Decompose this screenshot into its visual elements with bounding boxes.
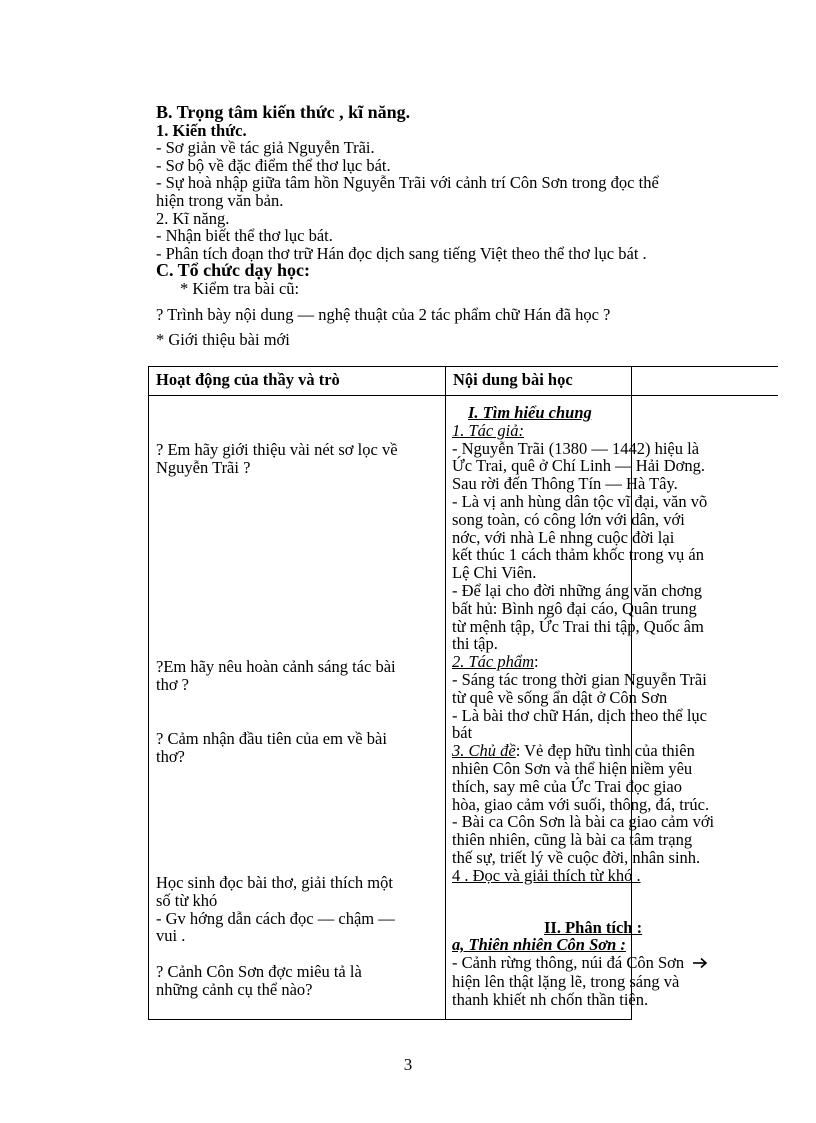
knowledge-item: - Sơ bộ về đặc điểm thể thơ lục bát. — [156, 155, 391, 175]
author-line: kết thúc 1 cách thảm khốc trong vụ án — [452, 545, 705, 565]
author-line: bất hủ: Bình ngô đại cáo, Quân trung — [452, 598, 697, 618]
author-line: Lệ Chi Viên. — [452, 563, 537, 583]
author-line: Sau rời đến Thông Tín — Hà Tây. — [452, 474, 678, 494]
author-line: - Để lại cho đời những áng văn chơng — [452, 580, 702, 600]
page-number: 3 — [403, 1055, 413, 1074]
lesson-overview — [156, 104, 756, 349]
work-line: từ quê về sống ẩn dật ở Côn Sơn — [452, 687, 668, 707]
analysis-line: hiện lên thật lặng lẽ, trong sáng và — [452, 972, 680, 992]
author-line: nớc, với nhà Lê nhng cuộc đời lại — [452, 527, 675, 547]
left-reading-guide: Học sinh đọc bài thơ, giải thích một số từ khó - Gv hớng dẫn cách đọc — chậm — vui . — [156, 873, 395, 946]
author-line: - Nguyễn Trãi (1380 — 1442) hiệu là — [452, 438, 700, 458]
part2a-title: a, Thiên nhiên Côn Sơn : — [452, 935, 626, 955]
skills-item: - Nhận biết thể thơ lục bát. — [156, 226, 333, 246]
work-line: bát — [452, 723, 473, 743]
right-arrow-icon — [692, 955, 708, 973]
review-label: * Kiểm tra bài cũ: — [180, 278, 300, 298]
theme-line: - Bài ca Côn Sơn là bài ca giao cảm với — [452, 812, 715, 832]
analysis-line: - Cảnh rừng thông, núi đá Côn Sơn — [452, 954, 714, 973]
author-line: từ mệnh tập, Ức Trai thi tập, Quốc âm — [452, 616, 704, 636]
part2-title: II. Phân tích : — [544, 917, 643, 937]
author-line: - Là vị anh hùng dân tộc vĩ đại, văn võ — [452, 491, 708, 511]
column-header-content: Nội dung bài học — [453, 370, 573, 389]
theme-label: 3. Chủ đề — [452, 741, 516, 761]
work-line: - Sáng tác trong thời gian Nguyễn Trãi — [452, 669, 707, 689]
work-heading: 2. Tác phẩm: — [452, 652, 539, 672]
left-question-impression: ? Cảm nhận đầu tiên của em về bài thơ? — [156, 729, 387, 766]
author-line: Ức Trai, quê ở Chí Linh — Hải Dơng. — [452, 456, 705, 476]
author-line: thi tập. — [452, 634, 498, 654]
reading-label: 4 . Đọc và giải thích từ khó . — [452, 865, 641, 885]
theme-line: thiên nhiên, cũng là bài ca tâm trạng — [452, 830, 693, 850]
skills-heading: 2. Kĩ năng. — [156, 208, 230, 228]
theme-line: nhiên Côn Sơn và thể hiện niềm yêu — [452, 758, 693, 778]
section-b-heading: B. Trọng tâm kiến thức , kĩ năng. — [156, 102, 411, 122]
theme-line: hòa, giao cảm với suối, thông, đá, trúc. — [452, 794, 710, 814]
work-label: 2. Tác phẩm — [452, 652, 535, 672]
left-question-context: ?Em hãy nêu hoàn cảnh sáng tác bài thơ ? — [156, 657, 396, 694]
theme-heading: 3. Chủ đề: Vẻ đẹp hữu tình của thiên — [452, 741, 695, 761]
knowledge-heading: 1. Kiến thức. — [156, 120, 247, 140]
author-label: 1. Tác giả: — [452, 420, 524, 440]
skills-item: - Phân tích đoạn thơ trữ Hán đọc dịch sang tiếng Việt theo thể thơ lục bát . — [156, 243, 647, 263]
part1-title: I. Tìm hiểu chung — [468, 403, 592, 422]
knowledge-item: - Sự hoà nhập giữa tâm hồn Nguyễn Trãi với cảnh trí Côn Sơn trong đọc thể — [156, 173, 659, 193]
right-content — [452, 404, 714, 1009]
left-question-scenery: ? Cảnh Côn Sơn đợc miêu tả là những cảnh cụ thể nào? — [156, 962, 362, 999]
intro-label: * Giới thiệu bài mới — [156, 330, 290, 350]
left-question-author: ? Em hãy giới thiệu vài nét sơ lọc về Nguyễn Trãi ? — [156, 440, 398, 477]
lesson-table — [148, 366, 778, 1020]
theme-line: thế sự, triết lý về cuộc đời, nhân sinh. — [452, 847, 701, 867]
work-line: - Là bài thơ chữ Hán, dịch theo thể lục — [452, 705, 708, 725]
column-header-activities: Hoạt động của thầy và trò — [156, 370, 340, 389]
knowledge-item: hiện trong văn bản. — [156, 190, 284, 210]
author-line: song toàn, có công lớn với dân, với — [452, 509, 685, 529]
theme-line: thích, say mê của Ức Trai đọc giao — [452, 776, 683, 796]
section-c-heading: C. Tổ chức dạy học: — [156, 260, 310, 281]
knowledge-item: - Sơ giản về tác giả Nguyễn Trãi. — [156, 138, 375, 158]
analysis-line: thanh khiết nh chốn thần tiên. — [452, 990, 649, 1010]
review-question: ? Trình bày nội dung — nghệ thuật của 2 tác phẩm chữ Hán đã học ? — [156, 304, 611, 324]
